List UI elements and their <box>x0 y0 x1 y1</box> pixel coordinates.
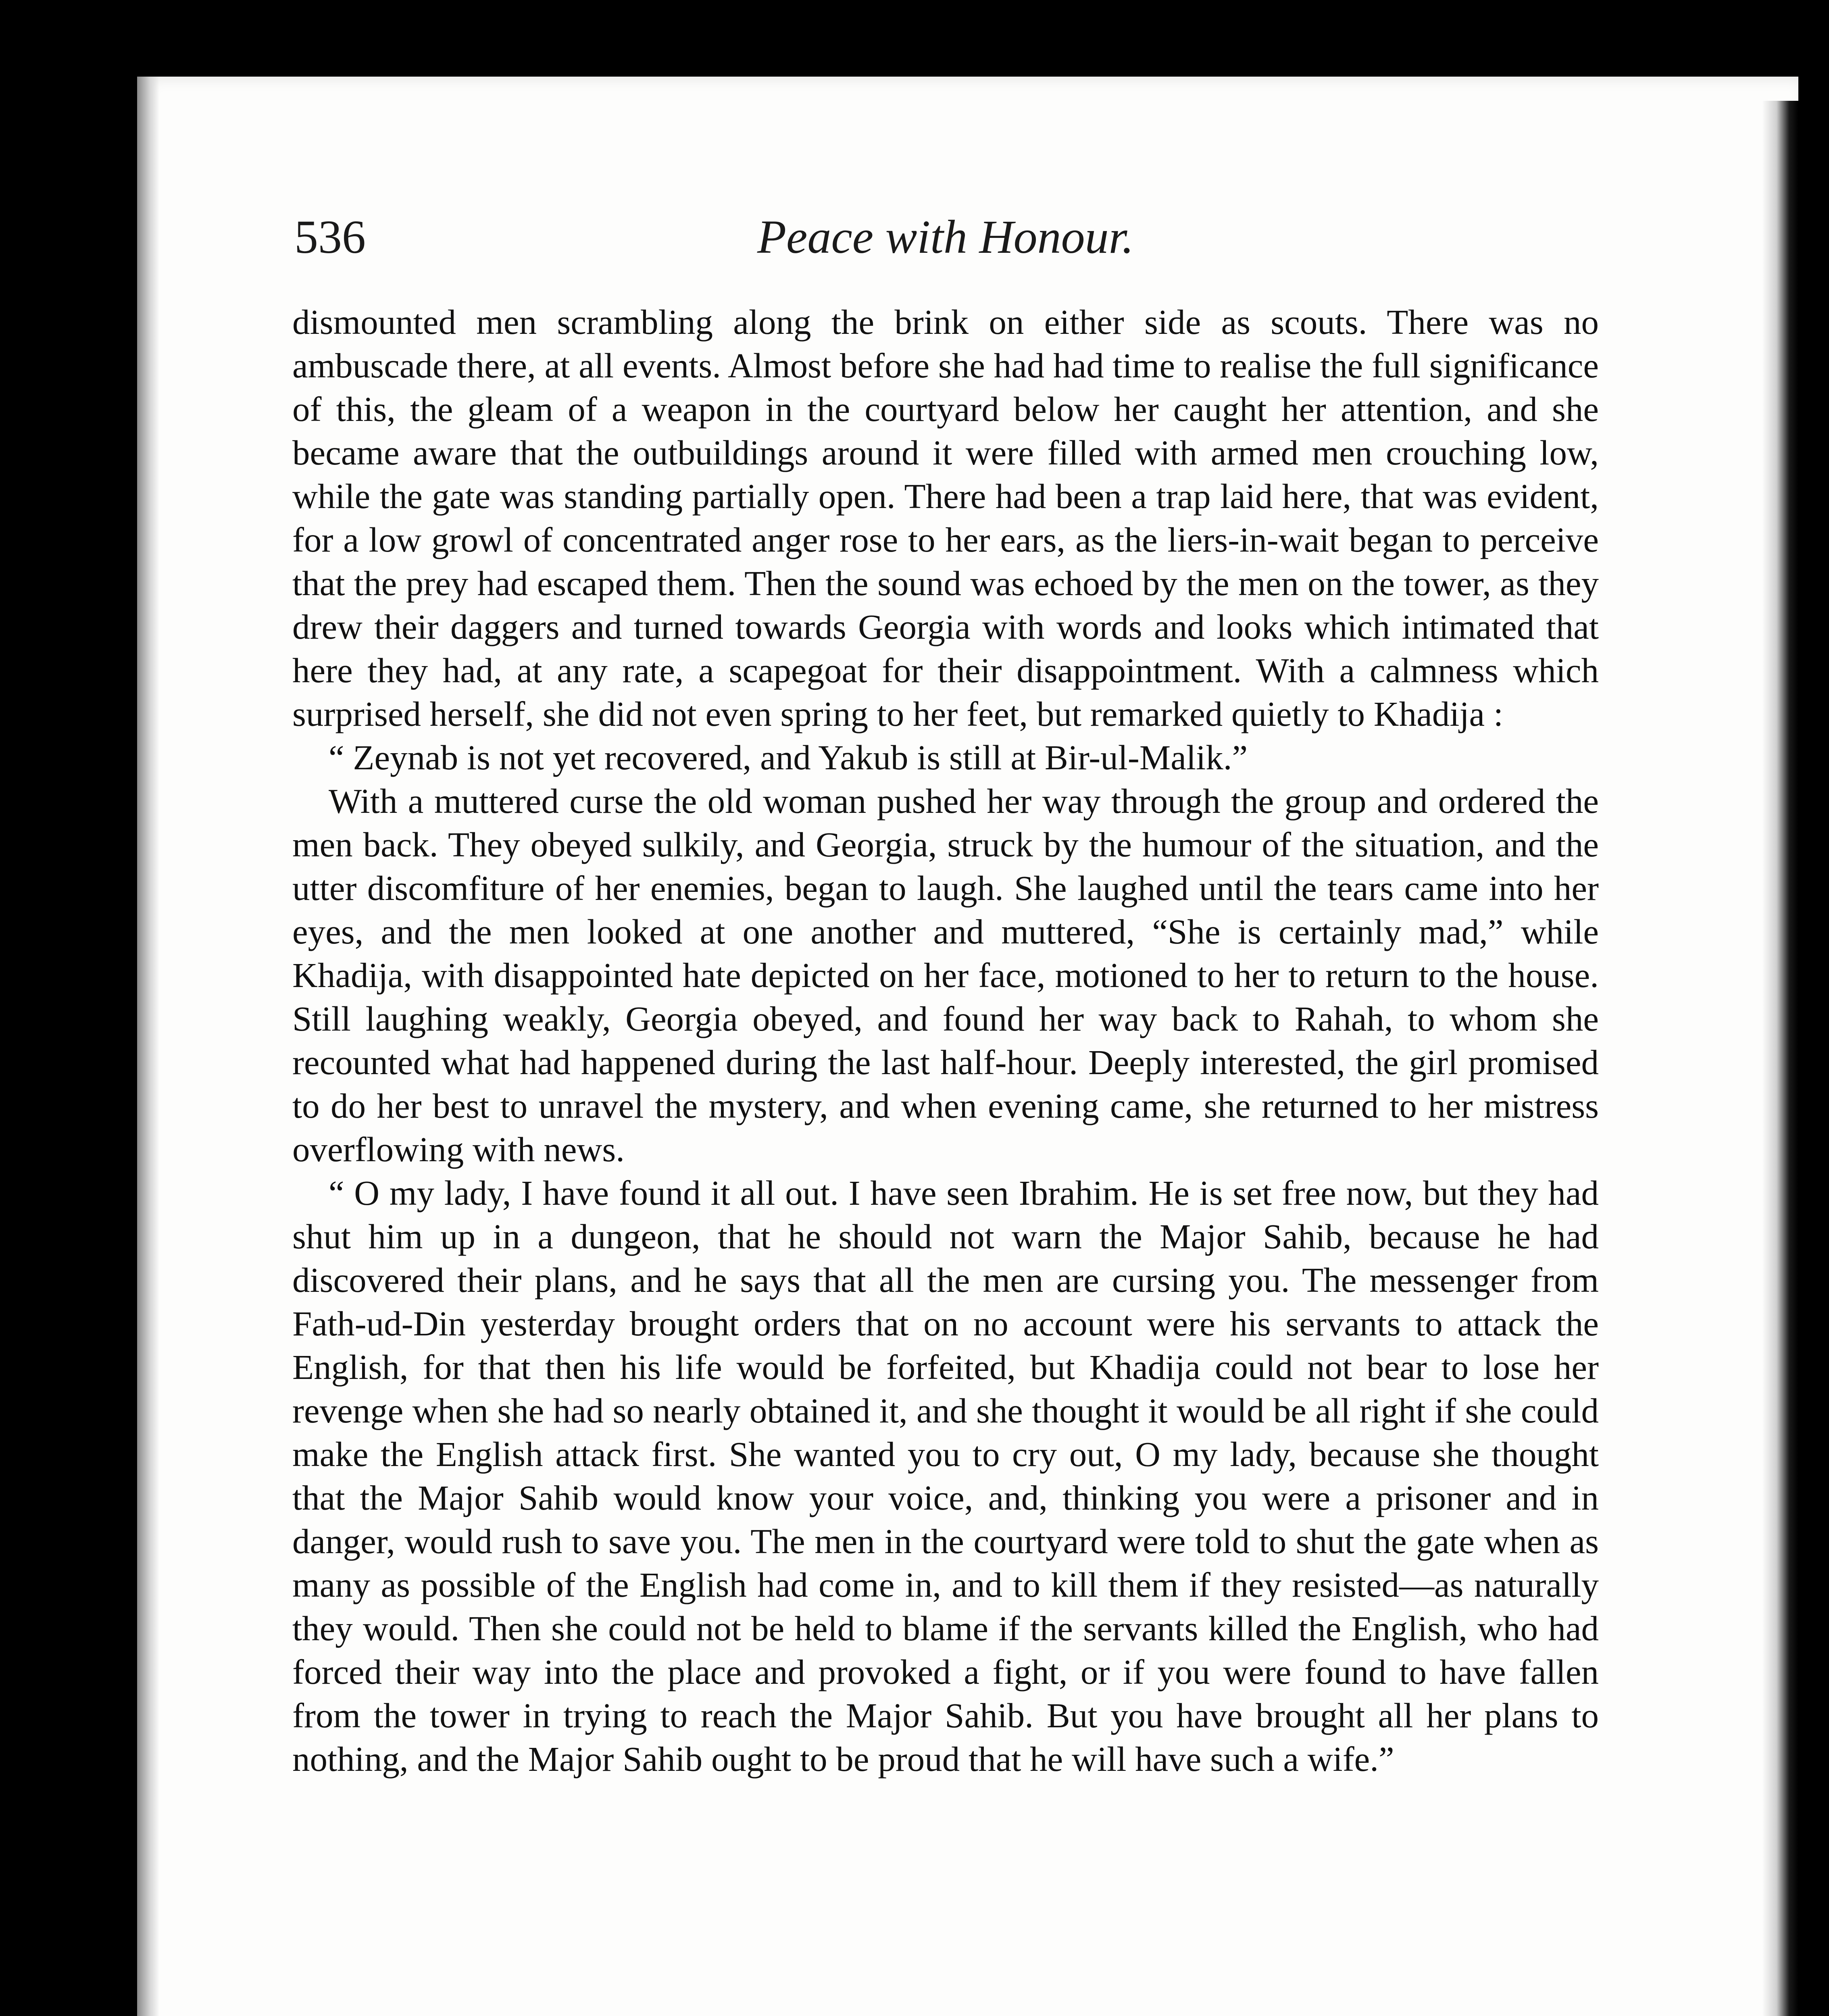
body-text <box>292 300 1599 1781</box>
page-edge-shadow <box>1762 101 1798 2016</box>
running-title: Peace with Honour. <box>757 210 1134 263</box>
paragraph-3: With a muttered curse the old woman pushed her way through the group and ordered the men back. They obeyed sulkily, and Georgia, struck by the humour of the situation, and the utter discomfiture of her enemies, began to laugh. She laughed until the tears came into her eyes, and the men looked at one another and muttered, “She is certainly mad,” while Khadija, with disappointed hate depicted on her face, motioned to her to return to the house. Still laughing weakly, Georgia obeyed, and found her way back to Rahah, to whom she recounted what had happened during the last half-hour. Deeply interested, the girl promised to do her best to unravel the mystery, and when evening came, she returned to her mistress overflowing with news. <box>292 781 1599 1169</box>
page-header <box>294 210 1597 278</box>
paragraph-2: “ Zeynab is not yet recovered, and Yakub is still at Bir-ul-Malik.” <box>329 738 1248 777</box>
paragraph-4: “ O my lady, I have found it all out. I have seen Ibrahim. He is set free now, but they had shut him up in a dungeon, that he should not warn the Major Sahib, because he had discovered their plans, and he says that all the men are cursing you. The messenger from Fath-ud-Din yesterday brought orders that on no account were his servants to attack the English, for that then his life would be forfeited, but Khadija could not bear to lose her revenge when she had so nearly obtained it, and she thought it would be all right if she could make the English attack first. She wanted you to cry out, O my lady, because she thought that the Major Sahib would know your voice, and, thinking you were a prisoner and in danger, would rush to save you. The men in the courtyard were told to shut the gate when as many as possible of the English had come in, and to kill them if they resisted—as naturally they would. Then she could not be held to blame if the servants killed the English, who had forced their way into the place and provoked a fight, or if you were found to have fallen from the tower in trying to reach the Major Sahib. But you have brought all her plans to nothing, and the Major Sahib ought to be proud that he will have such a wife.” <box>292 1173 1599 1779</box>
paragraph-1: dismounted men scrambling along the brink on either side as scouts. There was no ambuscade there, at all events. Almost before she had had time to realise the full significance of this, the gleam of a weapon in the courtyard below her caught her attention, and she became aware that the outbuildings around it were filled with armed men crouching low, while the gate was standing partially open. There had been a trap laid here, that was evident, for a low growl of concentrated anger rose to her ears, as the liers-in-wait began to perceive that the prey had escaped them. Then the sound was echoed by the men on the tower, as they drew their daggers and turned towards Georgia with words and looks which intimated that here they had, at any rate, a scapegoat for their disappointment. With a calmness which surprised herself, she did not even spring to her feet, but remarked quietly to Khadija : <box>292 302 1599 733</box>
page-number: 536 <box>294 210 366 263</box>
page-binding-shadow <box>137 77 159 2016</box>
